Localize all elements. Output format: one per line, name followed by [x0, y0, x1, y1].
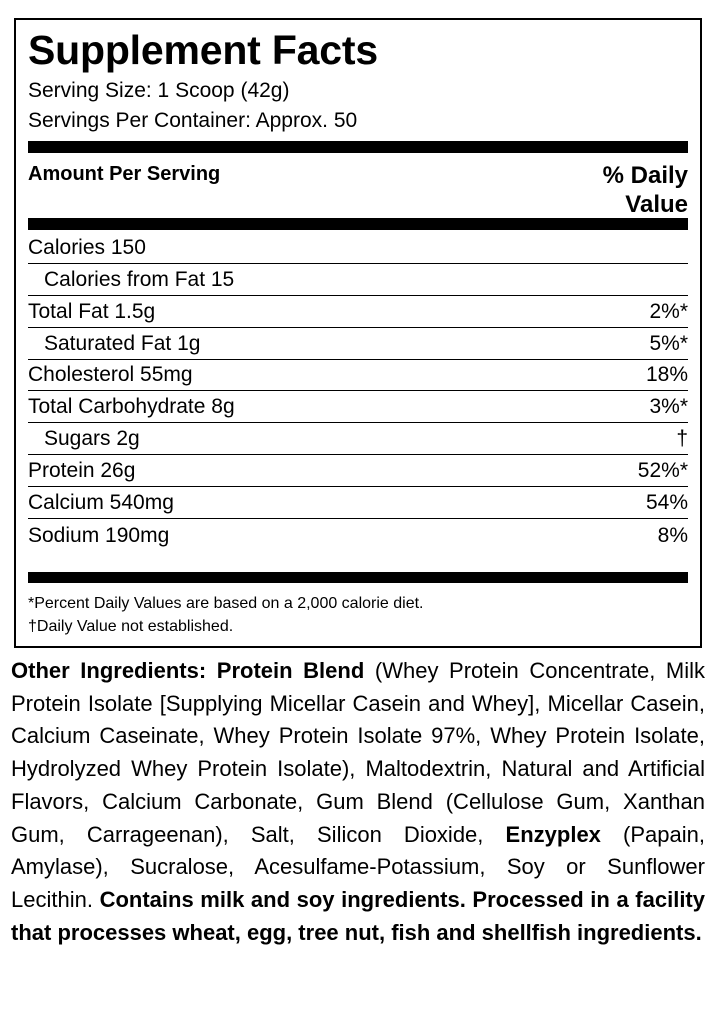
nutrient-daily-value: 54%	[645, 491, 688, 515]
nutrient-label: Calories from Fat 15	[44, 267, 235, 291]
nutrient-label: Sodium 190mg	[28, 523, 170, 547]
serving-size: Serving Size: 1 Scoop (42g)	[28, 79, 290, 102]
daily-value-header: % Daily Value	[602, 162, 688, 218]
nutrient-rows	[28, 232, 688, 551]
nutrient-row	[28, 487, 688, 519]
nutrient-daily-value: 18%	[645, 363, 688, 387]
nutrient-row	[28, 519, 688, 551]
enzyme-blend-name: Enzyplex	[505, 821, 601, 847]
divider-thick	[28, 218, 688, 230]
amount-per-serving-header: Amount Per Serving	[28, 163, 221, 185]
nutrient-label: Total Fat 1.5g	[28, 299, 156, 323]
ingredients-label: Other Ingredients:	[11, 658, 207, 683]
nutrient-row	[28, 360, 688, 392]
enzyme-blend-text: (Papain, Amylase), Sucralose, Acesulfame-Potassium, Soy or Sunflower Lecithin.	[11, 821, 705, 912]
dagger-footnote: †Daily Value not established.	[28, 618, 234, 635]
divider-thick	[28, 141, 688, 153]
protein-blend-text: (Whey Protein Concentrate, Milk Protein Isolate [Supplying Micellar Casein and Whey], Micellar Casein, Calcium Caseinate, Whey Protein Isolate 97%, Whey Protein Isolate, Hydrolyzed Whey Protein Isolate), Maltodextrin, Natural and Artificial Flavors, Calcium Carbonate, Gum Blend (Cellulose Gum, Xanthan Gum, Carrageenan), Salt, Silicon Dioxide,	[11, 658, 706, 847]
nutrient-label: Cholesterol 55mg	[28, 363, 193, 387]
supplement-facts-panel	[14, 18, 702, 648]
nutrient-label: Total Carbohydrate 8g	[28, 395, 235, 419]
other-ingredients	[11, 655, 705, 949]
percent-daily-value-footnote: *Percent Daily Values are based on a 2,000 calorie diet.	[28, 595, 424, 612]
nutrient-daily-value: 2%*	[649, 299, 688, 323]
nutrient-row	[28, 232, 688, 264]
nutrient-label: Sugars 2g	[44, 427, 140, 451]
nutrient-row	[28, 455, 688, 487]
servings-per-container: Servings Per Container: Approx. 50	[28, 109, 358, 132]
divider-thick	[28, 572, 688, 583]
nutrient-label: Saturated Fat 1g	[44, 331, 201, 355]
nutrient-label: Protein 26g	[28, 459, 136, 483]
nutrient-daily-value: 3%*	[649, 395, 688, 419]
nutrient-row	[28, 328, 688, 360]
nutrient-label: Calories 150	[28, 235, 146, 259]
nutrient-daily-value: 8%	[657, 523, 688, 547]
nutrient-row	[28, 423, 688, 455]
nutrient-label: Calcium 540mg	[28, 491, 174, 515]
allergen-statement: Contains milk and soy ingredients. Processed in a facility that processes wheat, egg, tree nut, fish and shellfish ingredients.	[11, 886, 705, 945]
nutrient-daily-value: †	[676, 427, 688, 451]
panel-title: Supplement Facts	[28, 27, 378, 73]
nutrient-row	[28, 391, 688, 423]
nutrient-daily-value: 5%*	[649, 331, 688, 355]
nutrient-row	[28, 296, 688, 328]
protein-blend-name: Protein Blend	[216, 658, 365, 683]
nutrient-daily-value: 52%*	[637, 459, 688, 483]
nutrient-row	[28, 264, 688, 296]
